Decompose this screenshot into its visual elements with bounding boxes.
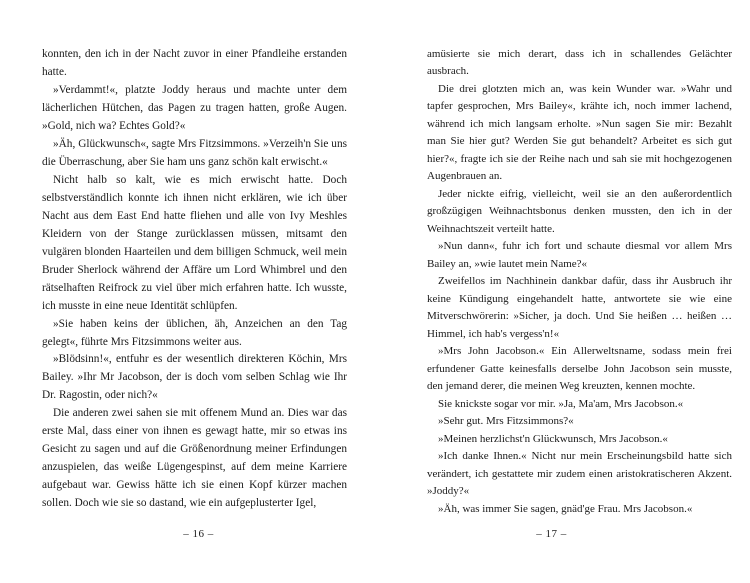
- paragraph: konnten, den ich in der Nacht zuvor in einer Pfandleihe erstanden hatte.: [42, 48, 347, 78]
- paragraph: Zweifellos im Nachhinein dankbar dafür, dass ihr Ausbruch ihr keine Kündigung eingehandelt hatte, antwortete sie wie eine Mitverschwörerin: »Sicher, ja doch. Und Sie heißen … heißen … Himmel, ich hab's vergess'n!«: [427, 275, 732, 340]
- right-page: [375, 0, 750, 583]
- paragraph: »Meinen herzlichst'n Glückwunsch, Mrs Jacobson.«: [438, 432, 668, 445]
- paragraph: Die anderen zwei sahen sie mit offenem Mund an. Dies war das erste Mal, dass einer von ihnen es gewagt hatte, mir so etwas ins Gesicht zu sagen und auf die Größenordnung meiner Erfindungen anzuspielen, das weiße Lügengespinst, auf dem meine Karriere aufgebaut war. Gewiss hätte ich sie einen Kopf kürzer machen sollen. Doch wie sie so dastand, wie ein aufgeplusterter Igel,: [42, 407, 347, 510]
- paragraph: Die drei glotzten mich an, was kein Wunder war. »Wahr und tapfer gesprochen, Mrs Bailey«, krähte ich, noch immer lachend, während ich mich langsam erholte. »Nun sagen Sie mir: Bezahlt man Sie hier gut? Werden Sie gut behandelt? Arbeitet es sich gut hier?«, fragte ich sie der Reihe nach und sah sie mit hochgezogenen Augenbrauen an.: [427, 82, 732, 183]
- paragraph: Nicht halb so kalt, wie es mich erwischt hatte. Doch selbstverständlich konnte ich ihnen nicht erklären, wie ich über Nacht aus dem East End hatte fliehen und alle von Ivy Meshles Kleidern von der Stange zurücklassen müssen, mitsamt den vulgären blonden Haarteilen und dem billigen Schmuck, weil mein Bruder Sherlock während der Affäre um Lord Whimbrel und den rätselhaften Reifrock zu viel über mich erfahren hatte. Ich wusste, ich musste in eine neue Identität schlüpfen.: [42, 173, 347, 312]
- paragraph: »Ich danke Ihnen.« Nicht nur mein Erscheinungsbild hatte sich verändert, ich gestattete mir zudem einen aristokratischeren Akzent. »Joddy?«: [427, 450, 732, 498]
- paragraph: »Nun dann«, fuhr ich fort und schaute diesmal vor allem Mrs Bailey an, »wie lautet mein Name?«: [427, 240, 732, 270]
- page-number: – 17 –: [536, 528, 567, 540]
- paragraph: »Verdammt!«, platzte Joddy heraus und machte unter dem lächerlichen Hütchen, das Pagen zu tragen hatten, große Augen. »Gold, nich wa? Echtes Gold?«: [42, 83, 347, 132]
- paragraph: »Blödsinn!«, entfuhr es der wesentlich direkteren Köchin, Mrs Bailey. »Ihr Mr Jacobson, der is doch vom selben Schlag wie Ihr Dr. Ragostin, oder nich?«: [42, 353, 347, 402]
- paragraph: »Sehr gut. Mrs Fitzsimmons?«: [438, 415, 574, 428]
- paragraph: »Äh, Glückwunsch«, sagte Mrs Fitzsimmons. »Verzeih'n Sie uns die Überraschung, aber Sie ham uns ganz schön kalt erwischt.«: [42, 137, 347, 168]
- paragraph: amüsierte sie mich derart, dass ich in schallendes Gelächter ausbrach.: [427, 48, 732, 78]
- page-number: – 16 –: [183, 528, 214, 540]
- right-page-text: [427, 46, 732, 518]
- paragraph: »Mrs John Jacobson.« Ein Allerweltsname, sodass mein frei erfundener Gatte keinesfalls derselbe John Jacobson sein musste, den jemand derer, die meinen Weg kreuzten, kennen mochte.: [427, 345, 732, 393]
- paragraph: »Sie haben keins der üblichen, äh, Anzeichen an den Tag gelegt«, führte Mrs Fitzsimmons weiter aus.: [42, 317, 347, 348]
- left-page-text: [42, 46, 347, 513]
- paragraph: Jeder nickte eifrig, vielleicht, weil sie an den außerordentlich großzügigen Weihnachtsbonus denken mussten, den ich in der Weihnachtszeit verteilt hatte.: [427, 187, 732, 235]
- paragraph: Sie knickste sogar vor mir. »Ja, Ma'am, Mrs Jacobson.«: [438, 397, 684, 410]
- paragraph: »Äh, was immer Sie sagen, gnäd'ge Frau. Mrs Jacobson.«: [438, 502, 693, 515]
